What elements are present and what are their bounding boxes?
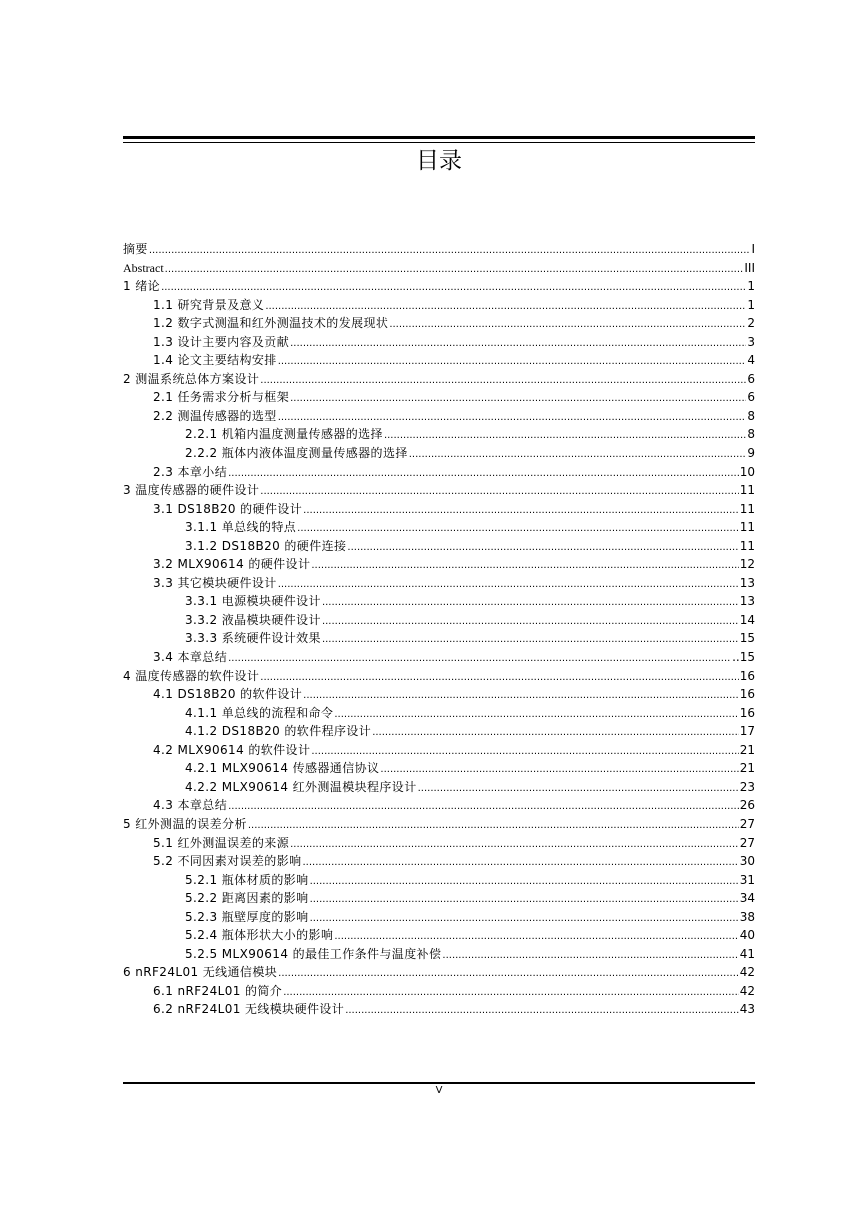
header-rule-thick	[123, 136, 755, 139]
toc-entry-label: 3.3.2 液晶模块硬件设计	[185, 612, 321, 627]
toc-dot-leader	[311, 557, 738, 576]
toc-entry-page: 14	[739, 612, 755, 627]
toc-entry-label: 3 温度传感器的硬件设计	[123, 483, 260, 498]
toc-entry[interactable]	[123, 481, 755, 500]
toc-entry[interactable]	[123, 240, 755, 259]
toc-entry-page: 2	[747, 316, 755, 331]
toc-entry-label: 4.1.1 单总线的流程和命令	[185, 705, 334, 720]
toc-dot-leader	[165, 261, 744, 280]
toc-dot-leader	[322, 631, 739, 650]
toc-dot-leader	[310, 891, 739, 910]
toc-dot-leader	[278, 576, 739, 595]
toc-entry-label: 2.2 测温传感器的选型	[153, 408, 277, 423]
toc-entry[interactable]	[123, 370, 755, 389]
toc-entry-page: 38	[739, 909, 755, 924]
toc-entry[interactable]	[123, 815, 755, 834]
toc-entry[interactable]	[123, 333, 755, 352]
toc-dot-leader	[322, 594, 739, 613]
toc-dot-leader	[248, 817, 739, 836]
toc-entry[interactable]	[123, 444, 755, 463]
toc-entry-label: 2.2.1 机箱内温度测量传感器的选择	[185, 427, 383, 442]
toc-entry[interactable]	[123, 611, 755, 630]
toc-dot-leader	[384, 427, 746, 446]
toc-entry-label: 1.3 设计主要内容及贡献	[153, 334, 290, 349]
toc-entry-page: 11	[739, 538, 755, 553]
toc-dot-leader	[290, 836, 739, 855]
toc-entry[interactable]	[123, 982, 755, 1001]
toc-entry-page: 1	[747, 279, 755, 294]
toc-entry-label: 5.2.1 瓶体材质的影响	[185, 872, 309, 887]
toc-entry-label: 4.3 本章总结	[153, 798, 228, 813]
toc-entry-label: 3.3.3 系统硬件设计效果	[185, 631, 321, 646]
toc-entry-label: 3.2 MLX90614 的硬件设计	[153, 557, 311, 572]
toc-dot-leader	[418, 780, 739, 799]
toc-entry[interactable]	[123, 1000, 755, 1019]
page-title: 目录	[416, 148, 462, 174]
toc-entry-label: 5.1 红外测温误差的来源	[153, 835, 290, 850]
toc-entry-page: 6	[747, 371, 755, 386]
toc-dot-leader	[260, 669, 738, 688]
toc-entry[interactable]	[123, 871, 755, 890]
toc-entry[interactable]	[123, 314, 755, 333]
toc-entry-page: 17	[739, 724, 755, 739]
toc-entry-label: 1.2 数字式测温和红外测温技术的发展现状	[153, 316, 389, 331]
toc-dot-leader	[228, 465, 739, 484]
toc-entry-page: 12	[739, 557, 755, 572]
toc-entry-label: 4.2.1 MLX90614 传感器通信协议	[185, 761, 380, 776]
toc-dot-leader	[310, 873, 739, 892]
toc-entry-page: 8	[747, 427, 755, 442]
toc-entry-page: 16	[739, 705, 755, 720]
toc-entry-label: 2.3 本章小结	[153, 464, 228, 479]
toc-entry[interactable]	[123, 648, 755, 667]
toc-entry-label: 3.4 本章总结	[153, 650, 228, 665]
toc-entry[interactable]	[123, 908, 755, 927]
toc-entry-page: 21	[739, 761, 755, 776]
toc-entry-label: 5.2.4 瓶体形状大小的影响	[185, 928, 334, 943]
toc-entry-label: 5.2.2 距离因素的影响	[185, 891, 309, 906]
toc-dot-leader	[310, 910, 739, 929]
toc-entry-page: 1	[747, 297, 755, 312]
toc-entry-page: 43	[739, 1002, 755, 1017]
toc-dot-leader	[380, 761, 738, 780]
toc-entry-label: 1.1 研究背景及意义	[153, 297, 265, 312]
header-rule-thin	[123, 142, 755, 143]
toc-entry-page: 11	[739, 501, 755, 516]
toc-entry-label: 4 温度传感器的软件设计	[123, 668, 260, 683]
toc-entry[interactable]	[123, 889, 755, 908]
toc-entry-page: 11	[739, 483, 755, 498]
toc-entry-label: 2.1 任务需求分析与框架	[153, 390, 290, 405]
toc-dot-leader	[303, 687, 739, 706]
toc-entry-label: 4.1 DS18B20 的软件设计	[153, 687, 303, 702]
toc-entry-page: 31	[739, 872, 755, 887]
toc-entry-page: 15	[739, 631, 755, 646]
toc-entry[interactable]	[123, 555, 755, 574]
toc-entry-page: III	[744, 260, 755, 275]
toc-entry-page: 4	[747, 353, 755, 368]
toc-dot-leader	[290, 335, 746, 354]
toc-dot-leader	[345, 1002, 739, 1021]
toc-entry-label: 3.3 其它模块硬件设计	[153, 575, 277, 590]
toc-entry[interactable]	[123, 945, 755, 964]
toc-dot-leader	[278, 965, 739, 984]
toc-entry-page: 27	[739, 816, 755, 831]
toc-entry-page: 16	[739, 668, 755, 683]
toc-entry[interactable]	[123, 537, 755, 556]
toc-entry-page: 21	[739, 742, 755, 757]
toc-entry[interactable]	[123, 963, 755, 982]
toc-entry[interactable]	[123, 722, 755, 741]
toc-entry-page: 13	[739, 594, 755, 609]
toc-entry-label: 1 绪论	[123, 279, 161, 294]
toc-entry-label: 2.2.2 瓶体内液体温度测量传感器的选择	[185, 446, 408, 461]
toc-entry-page: 10	[739, 464, 755, 479]
toc-entry-page: 13	[739, 575, 755, 590]
page-number: V	[435, 1085, 443, 1096]
toc-entry-page: 27	[739, 835, 755, 850]
toc-entry[interactable]	[123, 574, 755, 593]
toc-entry-page: 34	[739, 891, 755, 906]
toc-entry[interactable]	[123, 629, 755, 648]
toc-entry-page: 8	[747, 408, 755, 423]
toc-entry[interactable]	[123, 704, 755, 723]
toc-dot-leader	[389, 316, 746, 335]
toc-dot-leader	[283, 984, 739, 1003]
toc-entry[interactable]	[123, 852, 755, 871]
toc-entry[interactable]	[123, 407, 755, 426]
toc-entry-page: 42	[739, 965, 755, 980]
toc-dot-leader	[297, 520, 739, 539]
toc-entry[interactable]	[123, 926, 755, 945]
toc-dot-leader	[303, 502, 739, 521]
toc-entry-label: 5.2.3 瓶壁厚度的影响	[185, 909, 309, 924]
toc-dot-leader	[260, 483, 738, 502]
toc-entry[interactable]	[123, 518, 755, 537]
toc-entry-label: 摘要	[123, 242, 148, 256]
toc-entry-page: 26	[739, 798, 755, 813]
toc-entry-page: 23	[739, 779, 755, 794]
toc-entry-label: 6 nRF24L01 无线通信模块	[123, 965, 278, 980]
toc-entry-page: 42	[739, 983, 755, 998]
toc-dot-leader	[303, 854, 739, 873]
toc-entry-label: Abstract	[123, 260, 164, 275]
toc-dot-leader	[347, 539, 738, 558]
toc-entry-page: 30	[739, 854, 755, 869]
toc-entry[interactable]	[123, 388, 755, 407]
toc-dot-leader	[260, 372, 746, 391]
toc-entry[interactable]	[123, 592, 755, 611]
toc-dot-leader	[322, 613, 739, 632]
toc-entry[interactable]	[123, 259, 755, 278]
toc-entry-label: 2 测温系统总体方案设计	[123, 371, 260, 386]
toc-dot-leader	[334, 706, 738, 725]
toc-entry[interactable]	[123, 685, 755, 704]
toc-dot-leader	[228, 650, 731, 669]
toc-dot-leader	[228, 798, 739, 817]
toc-entry-label: 5.2 不同因素对误差的影响	[153, 854, 302, 869]
toc-entry[interactable]	[123, 277, 755, 296]
toc-entry[interactable]	[123, 500, 755, 519]
toc-entry[interactable]	[123, 778, 755, 797]
toc-entry-label: 3.1.2 DS18B20 的硬件连接	[185, 538, 347, 553]
toc-entry-page: I	[751, 242, 755, 256]
toc-entry-page: 40	[739, 928, 755, 943]
toc-entry-label: 6.1 nRF24L01 的简介	[153, 983, 283, 998]
toc-entry[interactable]	[123, 834, 755, 853]
toc-dot-leader	[372, 724, 739, 743]
toc-entry-label: 4.1.2 DS18B20 的软件程序设计	[185, 724, 372, 739]
toc-entry[interactable]	[123, 759, 755, 778]
toc-dot-leader	[278, 353, 747, 372]
toc-entry-page: 11	[739, 520, 755, 535]
toc-entry[interactable]	[123, 463, 755, 482]
toc-dot-leader	[442, 947, 738, 966]
toc-entry-label: 4.2 MLX90614 的软件设计	[153, 742, 311, 757]
toc-dot-leader	[409, 446, 747, 465]
toc-entry[interactable]	[123, 667, 755, 686]
toc-entry[interactable]	[123, 425, 755, 444]
toc-entry-label: 3.1 DS18B20 的硬件设计	[153, 501, 303, 516]
toc-entry-label: 5.2.5 MLX90614 的最佳工作条件与温度补偿	[185, 946, 442, 961]
toc-entry-page: ..15	[732, 650, 755, 665]
toc-entry-label: 1.4 论文主要结构安排	[153, 353, 277, 368]
toc-entry[interactable]	[123, 296, 755, 315]
toc-entry-label: 5 红外测温的误差分析	[123, 816, 247, 831]
toc-entry[interactable]	[123, 351, 755, 370]
toc-entry-label: 4.2.2 MLX90614 红外测温模块程序设计	[185, 779, 417, 794]
toc-entry[interactable]	[123, 741, 755, 760]
toc-entry-page: 16	[739, 687, 755, 702]
toc-entry-page: 6	[747, 390, 755, 405]
toc-dot-leader	[290, 390, 746, 409]
toc-entry-label: 3.3.1 电源模块硬件设计	[185, 594, 321, 609]
toc-entry-page: 3	[747, 334, 755, 349]
toc-entry-page: 41	[739, 946, 755, 961]
toc-entry-label: 6.2 nRF24L01 无线模块硬件设计	[153, 1002, 345, 1017]
toc-entry-page: 9	[747, 446, 755, 461]
table-of-contents	[123, 240, 755, 1019]
toc-dot-leader	[149, 242, 751, 261]
toc-entry-label: 3.1.1 单总线的特点	[185, 520, 297, 535]
toc-entry[interactable]	[123, 796, 755, 815]
